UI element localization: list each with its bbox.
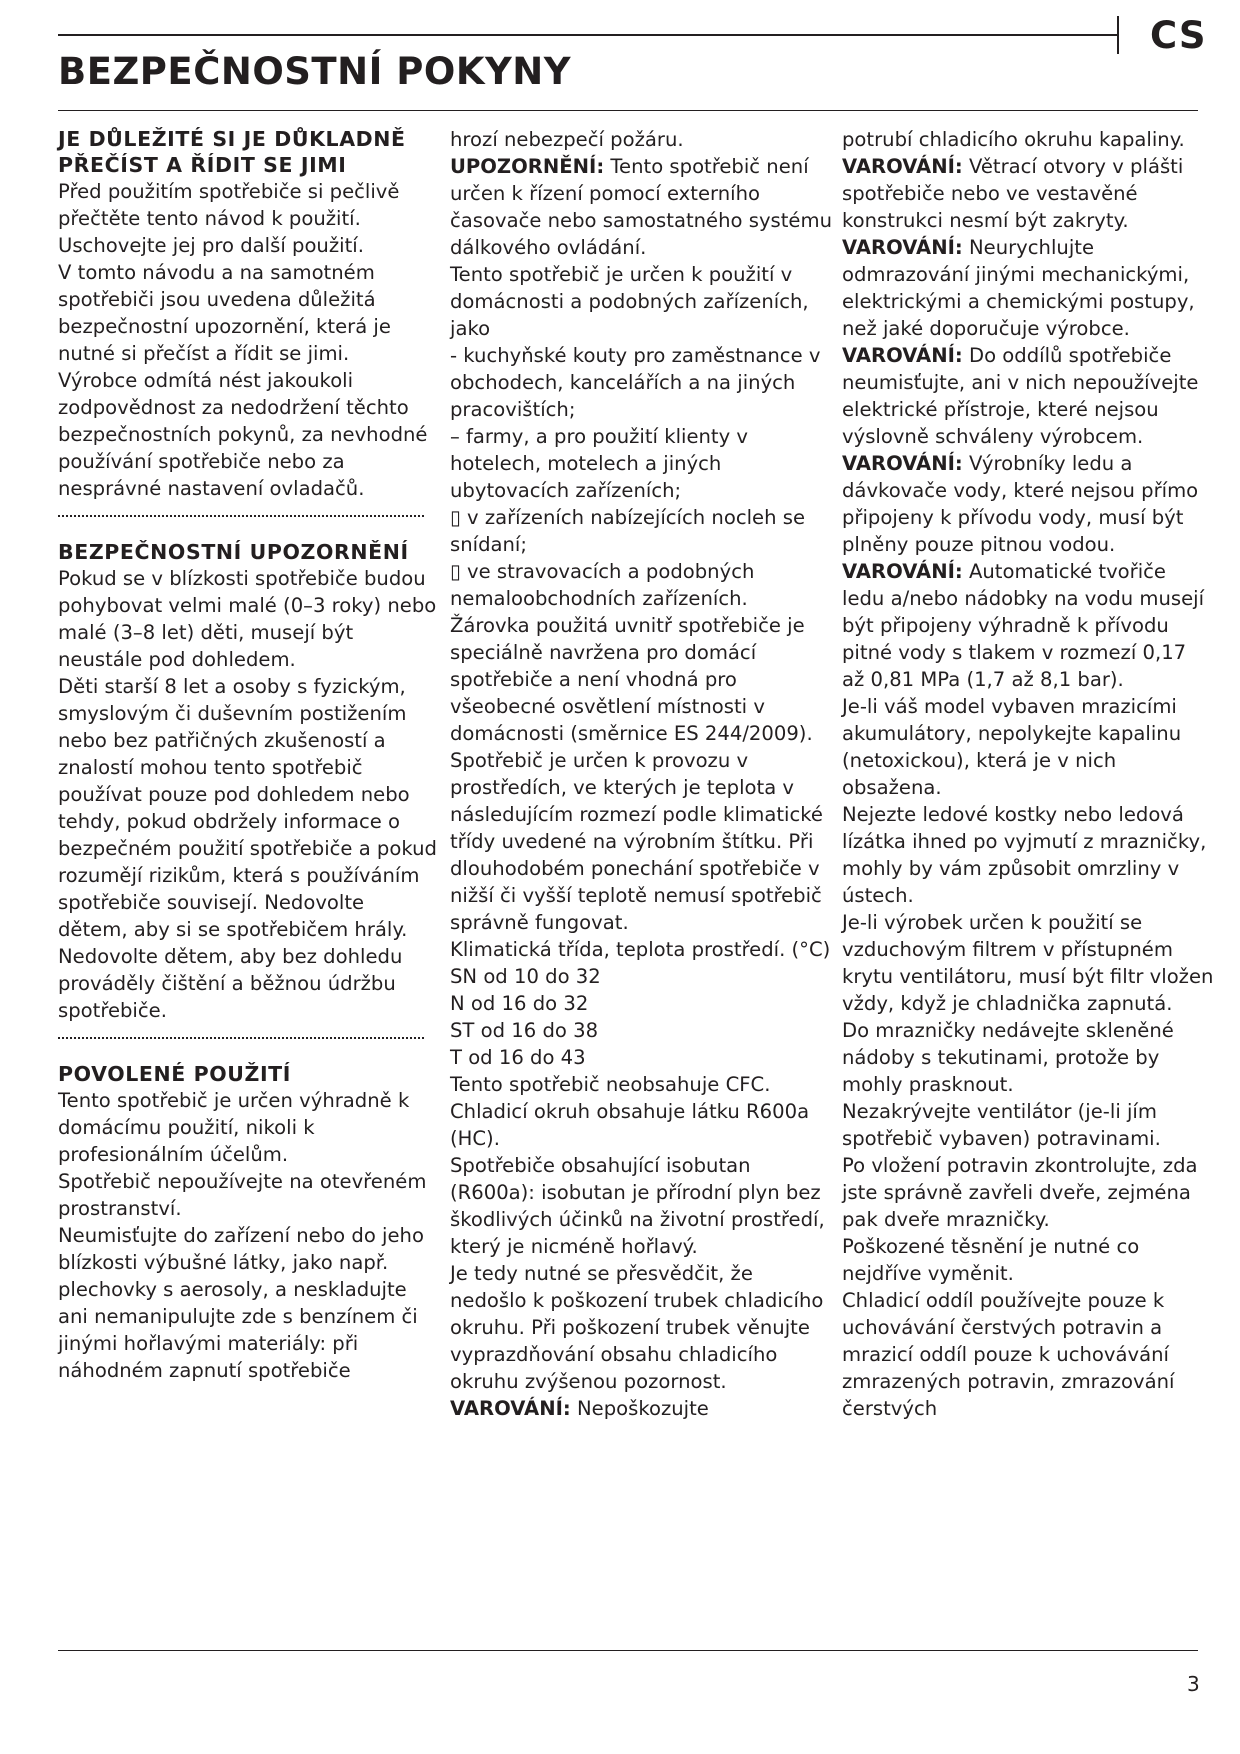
paragraph: Uschovejte jej pro další použití.	[58, 234, 364, 257]
paragraph: – farmy, a pro použití klienty v hotelech, motelech a jiných ubytovacích zařízeních;	[450, 425, 749, 502]
paragraph-warning: VAROVÁNÍ: Automatické tvořiče ledu a/nebo nádobky na vodu musejí být připojeny výhradně k přívodu pitné vody s tlakem v rozmezí 0,17 až 0,81 MPa (1,7 až 8,1 bar).	[842, 560, 1205, 691]
paragraph: ▯ ve stravovacích a podobných nemaloobchodních zařízeních.	[450, 560, 755, 610]
warning-label: VAROVÁNÍ:	[842, 452, 963, 475]
column-3	[842, 126, 1214, 1422]
paragraph: Tento spotřebič neobsahuje CFC. Chladicí okruh obsahuje látku R600a (HC).	[450, 1073, 810, 1150]
paragraph: Děti starší 8 let a osoby s fyzickým, smyslovým či duševním postižením nebo bez patřičných zkušeností a znalostí mohou tento spotřebič používat pouze pod dohledem nebo tehdy, pokud obdržely informace o bezpečném použití spotřebiče a pokud rozumějí rizikům, která s používáním spotřebiče souvisejí. Nedovolte dětem, aby si se spotřebičem hrály. Nedovolte dětem, aby bez dohledu prováděly čištění a běžnou údržbu spotřebiče.	[58, 675, 437, 1022]
warning-label: VAROVÁNÍ:	[842, 344, 963, 367]
warning-label: VAROVÁNÍ:	[450, 1397, 571, 1420]
section-heading-safety: BEZPEČNOSTNÍ UPOZORNĚNÍ	[58, 540, 409, 564]
paragraph: Výrobce odmítá nést jakoukoli zodpovědnost za nedodržení těchto bezpečnostních pokynů, za nevhodné používání spotřebiče nebo za nesprávné nastavení ovladačů.	[58, 369, 428, 500]
paragraph-warning: VAROVÁNÍ: Do oddílů spotřebiče neumisťujte, ani v nich nepoužívejte elektrické přístroje, které nejsou výslovně schváleny výrobcem.	[842, 344, 1199, 448]
climate-class-row: T od 16 do 43	[450, 1046, 586, 1069]
paragraph: Spotřebič nepoužívejte na otevřeném prostranství.	[58, 1170, 427, 1220]
page-number: 3	[1187, 1672, 1200, 1696]
warning-label: VAROVÁNÍ:	[842, 155, 963, 178]
notice-label: UPOZORNĚNÍ:	[450, 155, 605, 178]
paragraph-warning: VAROVÁNÍ: Větrací otvory v plášti spotřebiče nebo ve vestavěné konstrukci nesmí být zakryty.	[842, 155, 1184, 232]
dotted-divider	[58, 1037, 424, 1039]
paragraph: Je-li váš model vybaven mrazicími akumulátory, nepolykejte kapalinu (netoxickou), která je v nich obsažena.	[842, 695, 1182, 799]
column-2	[450, 126, 832, 1422]
warning-label: VAROVÁNÍ:	[842, 560, 963, 583]
paragraph: Je tedy nutné se přesvědčit, že nedošlo k poškození trubek chladicího okruhu. Při poškození trubek věnujte vyprazdňování obsahu chladicího okruhu zvýšenou pozornost.	[450, 1262, 824, 1393]
paragraph: potrubí chladicího okruhu kapaliny.	[842, 128, 1185, 151]
paragraph: Spotřebič je určen k provozu v prostředích, ve kterých je teplota v následujícím rozmezí podle klimatické třídy uvedené na výrobním štítku. Při dlouhodobém ponechání spotřebiče v nižší či vyšší teplotě nemusí spotřebič správně fungovat.	[450, 749, 823, 934]
paragraph: Tento spotřebič je určen k použití v domácnosti a podobných zařízeních, jako	[450, 263, 809, 340]
paragraph-warning: VAROVÁNÍ: Neurychlujte odmrazování jinými mechanickými, elektrickými a chemickými postupy, než jaké doporučuje výrobce.	[842, 236, 1195, 340]
paragraph: - kuchyňské kouty pro zaměstnance v obchodech, kancelářích a na jiných pracovištích;	[450, 344, 821, 421]
paragraph-warning: VAROVÁNÍ: Nepoškozujte	[450, 1397, 709, 1420]
paragraph: Klimatická třída, teplota prostředí. (°C)	[450, 938, 831, 961]
paragraph: Spotřebiče obsahující isobutan (R600a): isobutan je přírodní plyn bez škodlivých účinků na životní prostředí, který je nicméně hořlavý.	[450, 1154, 825, 1258]
paragraph-warning: VAROVÁNÍ: Výrobníky ledu a dávkovače vody, které nejsou přímo připojeny k přívodu vody, musí být plněny pouze pitnou vodou.	[842, 452, 1199, 556]
paragraph: Po vložení potravin zkontrolujte, zda jste správně zavřeli dveře, zejména pak dveře mrazničky.	[842, 1154, 1198, 1231]
paragraph: Je-li výrobek určen k použití se vzduchovým filtrem v přístupném krytu ventilátoru, musí být filtr vložen vždy, když je chladnička zapnutá.	[842, 911, 1214, 1015]
paragraph: Poškozené těsnění je nutné co nejdříve vyměnit.	[842, 1235, 1140, 1285]
paragraph: Chladicí oddíl používejte pouze k uchovávání čerstvých potravin a mrazicí oddíl pouze k uchovávání zmrazených potravin, zmrazování čerstvých	[842, 1289, 1175, 1420]
climate-class-row: ST od 16 do 38	[450, 1019, 599, 1042]
climate-class-row: SN od 10 do 32	[450, 965, 601, 988]
paragraph: Neumisťujte do zařízení nebo do jeho blízkosti výbušné látky, jako např. plechovky s aerosoly, a neskladujte ani nemanipulujte zde s benzínem či jinými hořlavými materiály: při náhodném zapnutí spotřebiče	[58, 1224, 424, 1382]
section-heading-important: JE DŮLEŽITÉ SI JE DŮKLADNĚ PŘEČÍST A ŘÍDIT SE JIMI	[58, 127, 406, 177]
paragraph: Tento spotřebič je určen výhradně k domácímu použití, nikoli k profesionálním účelům.	[58, 1089, 410, 1166]
paragraph: Před použitím spotřebiče si pečlivě přečtěte tento návod k použití.	[58, 180, 400, 230]
warning-label: VAROVÁNÍ:	[842, 236, 963, 259]
paragraph: V tomto návodu a na samotném spotřebiči jsou uvedena důležitá bezpečnostní upozornění, která je nutné si přečíst a řídit se jimi.	[58, 261, 391, 365]
paragraph: Pokud se v blízkosti spotřebiče budou pohybovat velmi malé (0–3 roky) nebo malé (3–8 let) děti, musejí být neustále pod dohledem.	[58, 567, 437, 671]
paragraph: ▯ v zařízeních nabízejících nocleh se snídaní;	[450, 506, 806, 556]
paragraph: Žárovka použitá uvnitř spotřebiče je speciálně navržena pro domácí spotřebiče a není vhodná pro všeobecné osvětlení místnosti v domácnosti (směrnice ES 244/2009).	[450, 614, 813, 745]
title-rule	[58, 110, 1198, 111]
climate-class-row: N od 16 do 32	[450, 992, 589, 1015]
paragraph: Nejezte ledové kostky nebo ledová lízátka ihned po vyjmutí z mrazničky, mohly by vám způsobit omrzliny v ústech.	[842, 803, 1207, 907]
paragraph: hrozí nebezpečí požáru.	[450, 128, 684, 151]
paragraph-warning: UPOZORNĚNÍ: Tento spotřebič není určen k řízení pomocí externího časovače nebo samostatného systému dálkového ovládání.	[450, 155, 832, 259]
section-heading-permitted-use: POVOLENÉ POUŽITÍ	[58, 1062, 291, 1086]
header-top-rule	[58, 34, 1118, 36]
header-rule-tick	[1117, 16, 1119, 54]
page-title: BEZPEČNOSTNÍ POKYNY	[58, 50, 572, 93]
footer-rule	[58, 1650, 1198, 1651]
paragraph: Do mrazničky nedávejte skleněné nádoby s tekutinami, protože by mohly prasknout.	[842, 1019, 1174, 1096]
dotted-divider	[58, 515, 424, 517]
paragraph: Nezakrývejte ventilátor (je-li jím spotřebič vybaven) potravinami.	[842, 1100, 1161, 1150]
column-1	[58, 126, 438, 1384]
language-code: CS	[1150, 14, 1207, 57]
